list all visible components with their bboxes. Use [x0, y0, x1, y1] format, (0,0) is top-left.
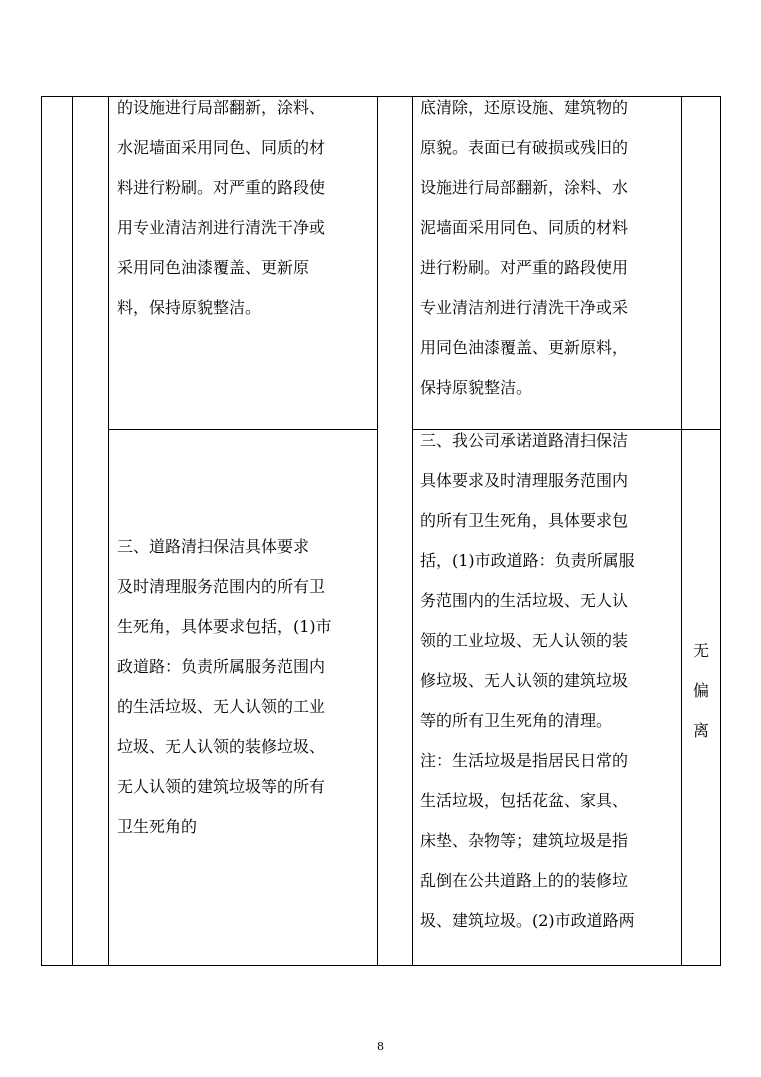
text-line: 料进行粉刷。对严重的路段使 — [117, 178, 326, 197]
requirement-cell-bottom — [117, 527, 332, 847]
text-line: 料，保持原貌整洁。 — [117, 298, 262, 317]
table-border-right — [720, 96, 721, 965]
text-line: 设施进行局部翻新，涂料、水 — [420, 178, 629, 197]
text-line: 三、道路清扫保洁具体要求 — [117, 537, 310, 556]
text-line: 垃圾、无人认领的装修垃圾、 — [117, 737, 326, 756]
column-divider-3 — [377, 96, 378, 965]
text-line: 卫生死角的 — [117, 817, 198, 836]
text-line: 水泥墙面采用同色、同质的材 — [117, 138, 326, 157]
text-line: 括，(1)市政道路：负责所属服 — [420, 551, 635, 570]
response-cell-bottom — [420, 421, 635, 941]
text-line: 采用同色油漆覆盖、更新原 — [117, 258, 310, 277]
text-line: 泥墙面采用同色、同质的材料 — [420, 218, 629, 237]
text-line: 的所有卫生死角，具体要求包 — [420, 511, 629, 530]
response-cell-top — [420, 88, 628, 408]
page-number: 8 — [377, 1040, 384, 1053]
text-line: 无人认领的建筑垃圾等的所有 — [117, 777, 326, 796]
text-line: 政道路：负责所属服务范围内 — [117, 657, 326, 676]
text-line: 保持原貌整洁。 — [420, 378, 533, 397]
text-line: 生活垃圾，包括花盆、家具、 — [420, 791, 629, 810]
row-divider-left — [108, 429, 378, 430]
column-divider-2 — [108, 96, 109, 965]
column-divider-1 — [72, 96, 73, 965]
text-line: 圾、建筑垃圾。(2)市政道路两 — [420, 911, 635, 930]
text-line: 三、我公司承诺道路清扫保洁 — [420, 431, 629, 450]
text-line: 专业清洁剂进行清洗干净或采 — [420, 298, 629, 317]
deviation-char: 偏 — [692, 681, 709, 700]
column-divider-4 — [412, 96, 413, 965]
text-line: 注：生活垃圾是指居民日常的 — [420, 751, 629, 770]
text-line: 修垃圾、无人认领的建筑垃圾 — [420, 671, 629, 690]
deviation-cell — [682, 631, 720, 751]
column-divider-5 — [681, 96, 682, 965]
deviation-char: 无 — [692, 641, 709, 660]
text-line: 底清除，还原设施、建筑物的 — [420, 98, 629, 117]
text-line: 原貌。表面已有破损或残旧的 — [420, 138, 629, 157]
text-line: 进行粉刷。对严重的路段使用 — [420, 258, 629, 277]
text-line: 及时清理服务范围内的所有卫 — [117, 577, 326, 596]
text-line: 乱倒在公共道路上的的装修垃 — [420, 871, 629, 890]
text-line: 领的工业垃圾、无人认领的装 — [420, 631, 629, 650]
text-line: 用专业清洁剂进行清洗干净或 — [117, 218, 326, 237]
text-line: 具体要求及时清理服务范围内 — [420, 471, 629, 490]
table-border-left — [41, 96, 42, 965]
text-line: 等的所有卫生死角的清理。 — [420, 711, 613, 730]
table-border-bottom — [41, 965, 721, 966]
text-line: 的设施进行局部翻新，涂料、 — [117, 98, 326, 117]
text-line: 务范围内的生活垃圾、无人认 — [420, 591, 629, 610]
requirement-cell-top — [117, 88, 325, 328]
text-line: 的生活垃圾、无人认领的工业 — [117, 697, 326, 716]
deviation-char: 离 — [692, 721, 709, 740]
text-line: 生死角，具体要求包括，(1)市 — [117, 617, 332, 636]
text-line: 用同色油漆覆盖、更新原料， — [420, 338, 629, 357]
text-line: 床垫、杂物等；建筑垃圾是指 — [420, 831, 629, 850]
